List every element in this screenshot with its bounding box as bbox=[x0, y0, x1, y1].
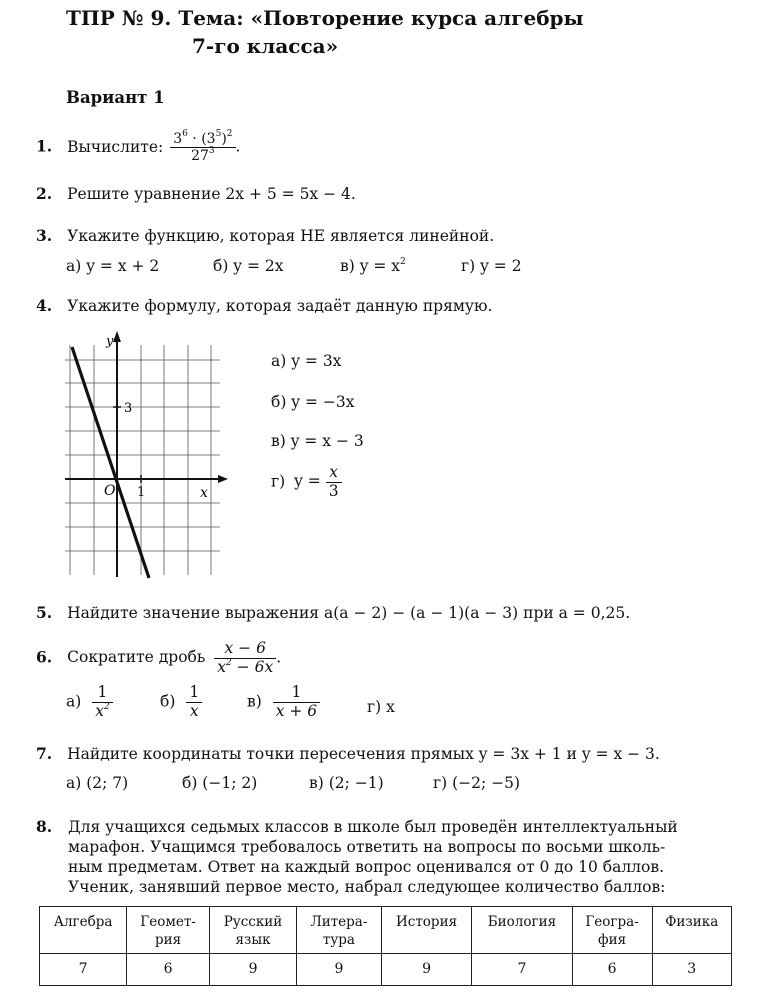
table-cell: 7 bbox=[472, 954, 572, 986]
table-header-cell: Физика bbox=[652, 907, 732, 954]
task-text: Сократите дробь bbox=[67, 648, 206, 667]
graph-line bbox=[72, 347, 149, 578]
task-1-fraction: $\frac{3^6 \cdot (3^5)^2}{27^3}$ bbox=[170, 131, 235, 164]
answer-option: г) y = 2 bbox=[461, 257, 522, 275]
y-axis-label: y bbox=[106, 334, 114, 349]
answer-option: б) y = −3x bbox=[271, 393, 355, 411]
x-axis-arrow bbox=[218, 475, 228, 483]
table-cell: 9 bbox=[297, 954, 382, 986]
answer-option: а) y = 3x bbox=[271, 352, 342, 370]
answer-option: в) y = x − 3 bbox=[271, 432, 364, 450]
table-header-cell: Русский язык bbox=[210, 907, 297, 954]
answer-option: а) y = x + 2 bbox=[66, 257, 160, 275]
y-tick-label: 3 bbox=[124, 401, 133, 416]
task-6-fraction: $\frac{x - 6}{x^2 - 6x}$ bbox=[214, 640, 276, 677]
variant-heading: Вариант 1 bbox=[66, 88, 165, 107]
table-row bbox=[40, 954, 732, 986]
answer-option: г) (−2; −5) bbox=[433, 774, 521, 792]
table-header-cell: История bbox=[381, 907, 471, 954]
page-title-line-2: 7-го класса» bbox=[192, 34, 339, 58]
scores-table bbox=[39, 906, 732, 986]
table-cell: 9 bbox=[210, 954, 297, 986]
task-text: Найдите значение выражения a(a − 2) − (a − 1)(a − 3) при a = 0,25. bbox=[67, 604, 631, 622]
answer-option: в) $\frac{1}{x + 6}$ bbox=[247, 684, 320, 721]
page-title-line-1: ТПР № 9. Тема: «Повторение курса алгебры bbox=[66, 6, 584, 30]
task-number: 1. bbox=[36, 136, 53, 156]
task-3: 3. Укажите функцию, которая НЕ является линейной. bbox=[36, 226, 495, 245]
task-8-text: Для учащихся седьмых классов в школе был проведён интеллектуальный марафон. Учащимся требовалось ответить на вопросы по восьми школь- ным предметам. Ответ на каждый вопрос оценивался от 0 до 10 баллов. Ученик, занявший первое место, набрал следующее количество баллов: bbox=[68, 818, 678, 896]
task-text: Найдите координаты точки пересечения прямых y = 3x + 1 и y = x − 3. bbox=[67, 745, 660, 763]
task-text: Укажите формулу, которая задаёт данную прямую. bbox=[67, 297, 493, 315]
answer-option: а) $\frac{1}{x^2}$ bbox=[66, 684, 113, 721]
origin-label: O bbox=[104, 483, 116, 499]
x-tick-label: 1 bbox=[137, 485, 146, 500]
answer-option: б) (−1; 2) bbox=[182, 774, 258, 792]
table-cell: 3 bbox=[652, 954, 732, 986]
task-6: 6. Сократите дробь $\frac{x - 6}{x^2 - 6x}$ . bbox=[36, 639, 282, 676]
task-text: Вычислите: bbox=[67, 137, 164, 156]
table-cell: 9 bbox=[381, 954, 471, 986]
table-header-row bbox=[40, 907, 732, 954]
task-text: Решите уравнение 2x + 5 = 5x − 4. bbox=[67, 185, 356, 203]
answer-option: в) $y = x^2$ bbox=[340, 257, 406, 275]
answer-option: г) x bbox=[367, 698, 395, 716]
table-header-cell: Алгебра bbox=[40, 907, 127, 954]
answer-option: б) $\frac{1}{x}$ bbox=[160, 684, 202, 721]
table-cell: 6 bbox=[572, 954, 652, 986]
x-axis-label: x bbox=[200, 485, 208, 501]
answer-option: б) y = 2x bbox=[213, 257, 284, 275]
answer-option: в) (2; −1) bbox=[309, 774, 384, 792]
table-header-cell: Геогра- фия bbox=[572, 907, 652, 954]
task-text: Укажите функцию, которая НЕ является линейной. bbox=[67, 227, 495, 245]
task-7: 7. Найдите координаты точки пересечения прямых y = 3x + 1 и y = x − 3. bbox=[36, 744, 660, 763]
task-8: 8. bbox=[36, 817, 53, 836]
table-header-cell: Литера- тура bbox=[297, 907, 382, 954]
table-header-cell: Биология bbox=[472, 907, 572, 954]
task-1: 1. Вычислите: $\frac{3^6 \cdot (3^5)^2}{27^3}$ . bbox=[36, 129, 241, 165]
task-2: 2. Решите уравнение 2x + 5 = 5x − 4. bbox=[36, 184, 356, 203]
y-axis-arrow bbox=[113, 331, 121, 342]
table-cell: 7 bbox=[40, 954, 127, 986]
task-5: 5. Найдите значение выражения a(a − 2) − (a − 1)(a − 3) при a = 0,25. bbox=[36, 603, 631, 622]
table-cell: 6 bbox=[127, 954, 210, 986]
task-4-graph bbox=[60, 325, 230, 580]
table-header-cell: Геомет- рия bbox=[127, 907, 210, 954]
answer-option: г) y = $\frac{x}{3}$ bbox=[271, 464, 342, 501]
answer-option: а) (2; 7) bbox=[66, 774, 129, 792]
grid-lines bbox=[65, 345, 220, 575]
task-4: 4. Укажите формулу, которая задаёт данную прямую. bbox=[36, 296, 493, 315]
